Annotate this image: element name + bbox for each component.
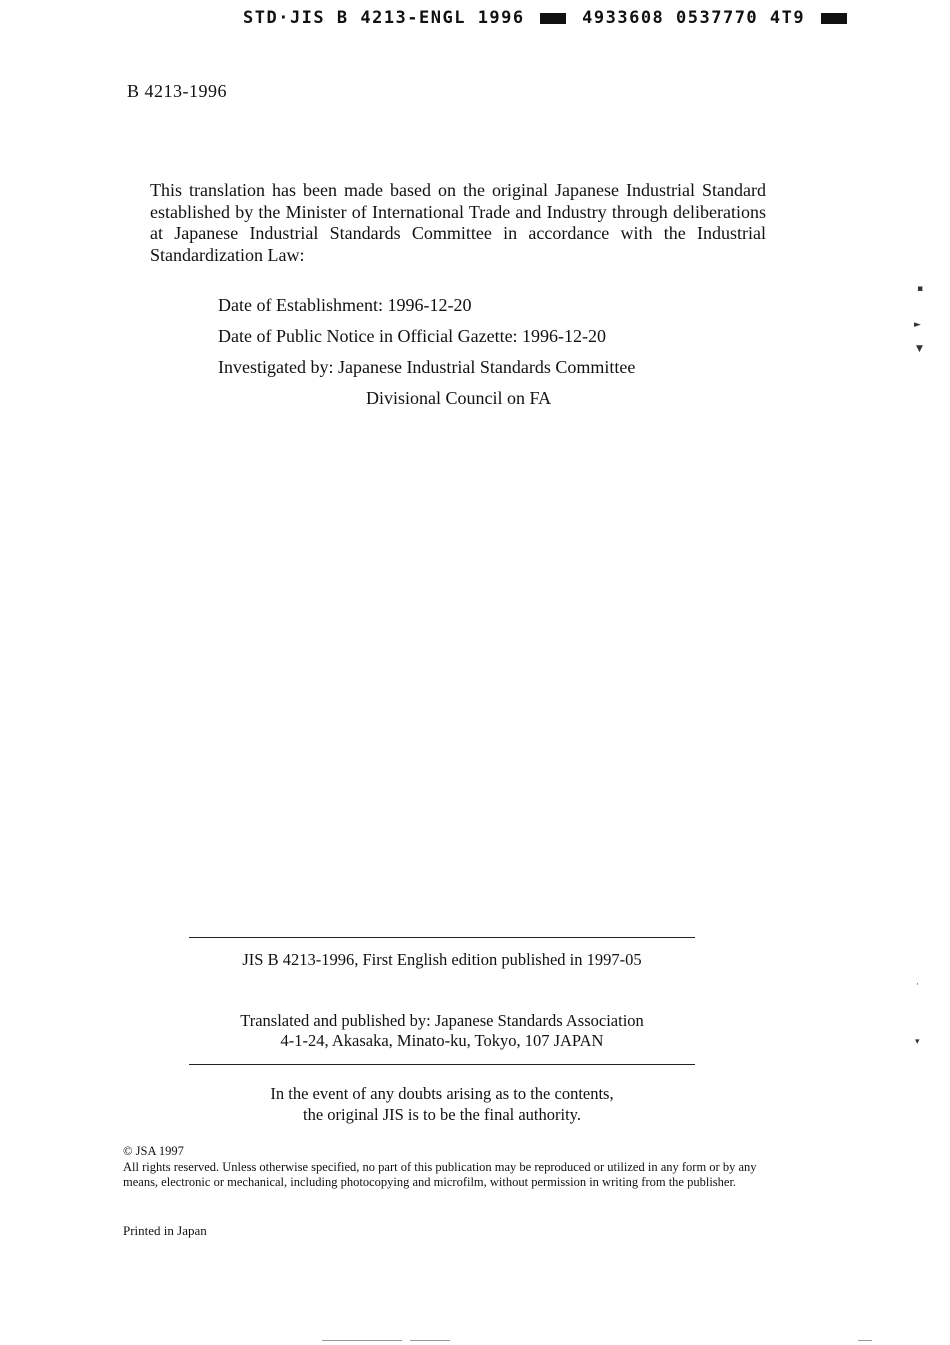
publisher-info [189, 1011, 695, 1051]
publisher-line: Translated and published by: Japanese Standards Association [240, 1011, 644, 1030]
scan-artifact: · [916, 980, 919, 990]
authority-line: In the event of any doubts arising as to the contents, [270, 1084, 614, 1103]
scan-artifact [322, 1340, 402, 1341]
edition-info: JIS B 4213-1996, First English edition published in 1997-05 [242, 950, 642, 969]
copyright-block [123, 1144, 783, 1191]
scan-artifact: ▪ [917, 284, 924, 294]
stamp-block [540, 13, 566, 24]
date-of-establishment: Date of Establishment: 1996-12-20 [218, 295, 472, 315]
divisional-council: Divisional Council on FA [366, 388, 552, 408]
divider-bottom [189, 1064, 695, 1065]
establishment-details [218, 294, 635, 418]
divider-top [189, 937, 695, 938]
investigated-by: Investigated by: Japanese Industrial Standards Committee [218, 357, 636, 377]
scan-artifact: ▼ [916, 344, 923, 354]
date-of-public-notice: Date of Public Notice in Official Gazette: 1996-12-20 [218, 326, 607, 346]
scan-artifact: ▾ [915, 1037, 920, 1047]
publisher-address: 4-1-24, Akasaka, Minato-ku, Tokyo, 107 JAPAN [280, 1031, 604, 1050]
document-number: B 4213-1996 [127, 81, 227, 101]
scan-artifact [410, 1340, 450, 1341]
authority-notice [189, 1083, 695, 1125]
stamp-standard-id: STD·JIS B 4213-ENGL 1996 [243, 8, 525, 28]
scan-stamp [243, 8, 851, 28]
stamp-block [821, 13, 847, 24]
printed-in: Printed in Japan [123, 1223, 207, 1238]
copyright-notice: © JSA 1997 [123, 1144, 184, 1158]
scan-artifact: ► [914, 320, 921, 330]
rights-statement: All rights reserved. Unless otherwise specified, no part of this publication may be reproduced or utilized in any form or by any means, electronic or mechanical, including photocopying and microfilm, without permission in writing from the publisher. [123, 1159, 757, 1189]
authority-line: the original JIS is to be the final authority. [302, 1105, 581, 1124]
translation-notice: This translation has been made based on the original Japanese Industrial Standard established by the Minister of International Trade and Industry through deliberations at Japanese Industrial Standards Committee in accordance with the Industrial Standardization Law: [150, 180, 766, 265]
scan-artifact [858, 1340, 872, 1341]
stamp-catalog-number: 4933608 0537770 4T9 [582, 8, 806, 28]
